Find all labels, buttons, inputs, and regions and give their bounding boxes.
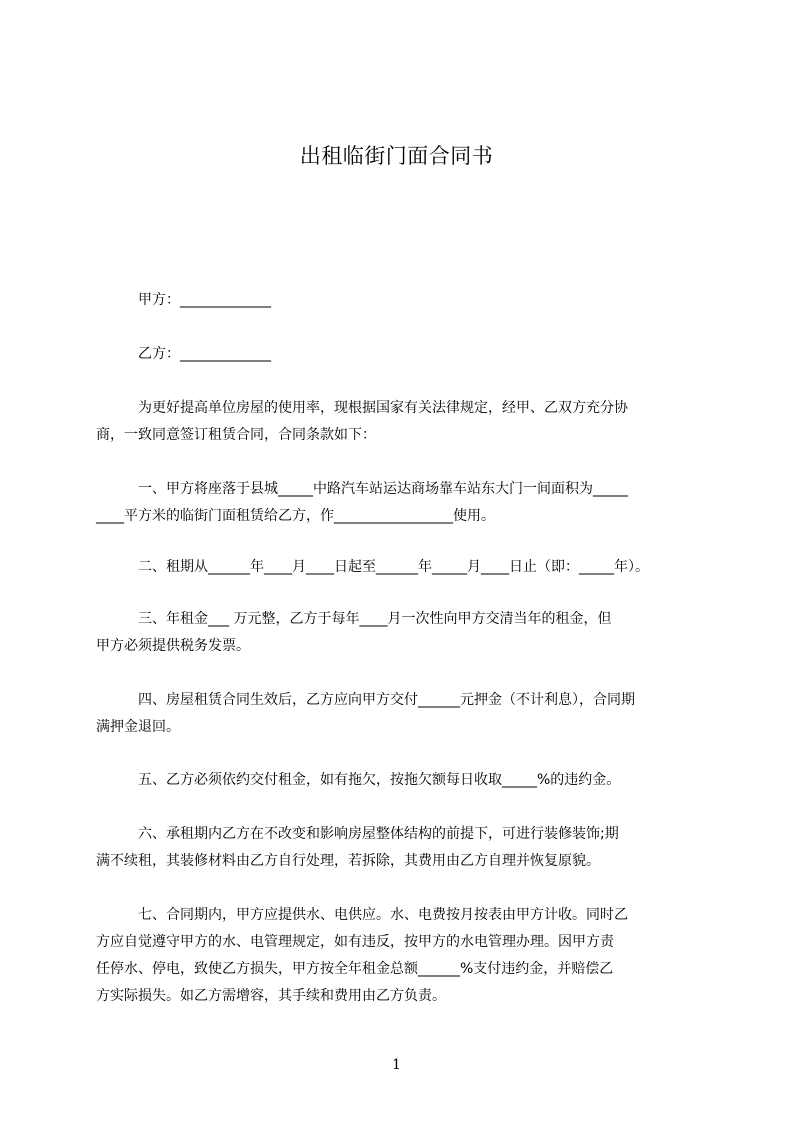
party-a-line: 甲方：_____________ (138, 292, 271, 308)
paragraph-line: ____平方米的临街门面租赁给乙方，作_________________使用。 (96, 508, 495, 524)
paragraph-line: 方实际损失。如乙方需增容，其手续和费用由乙方负责。 (96, 988, 446, 1004)
paragraph-line: 七、合同期内，甲方应提供水、电供应。水、电费按月按表由甲方计收。同时乙 (138, 907, 628, 923)
paragraph-line: 三、年租金___ 万元整，乙方于每年____月一次性向甲方交清当年的租金，但 (138, 611, 612, 627)
paragraph-line: 六、承租期内乙方在不改变和影响房屋整体结构的前提下，可进行装修装饰;期 (138, 826, 619, 842)
paragraph-line: 五、乙方必须依约交付租金，如有拖欠，按拖欠额每日收取_____%的违约金。 (138, 772, 621, 788)
paragraph-line: 为更好提高单位房屋的使用率，现根据国家有关法律规定，经甲、乙双方充分协 (138, 400, 628, 416)
page-number: 1 (392, 1057, 401, 1073)
paragraph-line: 四、房屋租赁合同生效后，乙方应向甲方交付______元押金（不计利息），合同期 (138, 692, 635, 708)
party-b-line: 乙方：_____________ (138, 346, 271, 362)
paragraph-line: 一、甲方将座落于县城_____中路汽车站运达商场靠车站东大门一间面积为_____ (138, 481, 628, 497)
document-title: 出租临街门面合同书 (299, 144, 494, 168)
paragraph-line: 商，一致同意签订租赁合同，合同条款如下： (96, 427, 376, 443)
paragraph-line: 方应自觉遵守甲方的水、电管理规定，如有违反，按甲方的水电管理办理。因甲方责 (96, 934, 614, 950)
paragraph-line: 满押金退回。 (96, 719, 180, 735)
paragraph-line: 满不续租，其装修材料由乙方自行处理，若拆除，其费用由乙方自理并恢复原貌。 (96, 853, 600, 869)
paragraph-line: 任停水、停电，致使乙方损失，甲方按全年租金总额______%支付违约金，并赔偿乙 (96, 961, 614, 977)
paragraph-line: 甲方必须提供税务发票。 (96, 638, 250, 654)
paragraph-line: 二、租期从______年____月____日起至______年_____月____日止（即：_____年）。 (138, 559, 649, 575)
